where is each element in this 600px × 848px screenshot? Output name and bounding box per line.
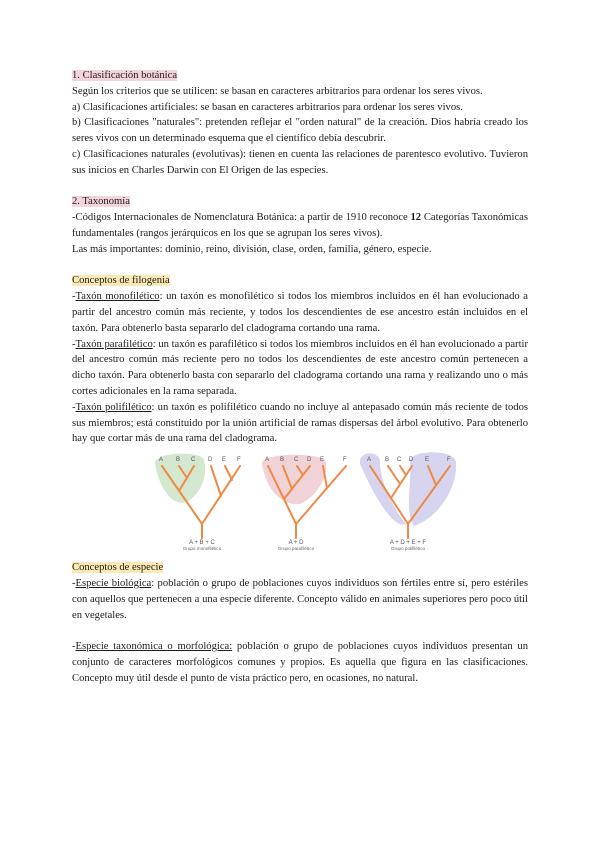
polifiletico-term: Taxón polifilético <box>75 401 152 413</box>
especie-taxonomica-paragraph: -Especie taxonómica o morfológica: población o grupo de poblaciones cuyos individuos presentan un conjunto de caracteres morfológicos comunes y propios. Es aquella que figura en las clasificaciones. Concepto muy útil desde el punto de vista práctico pero, en ocasiones, no natural. <box>72 641 528 684</box>
cladogram-polifiletico <box>360 454 454 552</box>
tip-label-d: D <box>409 457 414 464</box>
tip-label-f: F <box>237 457 241 464</box>
tip-label-c: C <box>397 457 402 464</box>
tip-label-c: C <box>294 457 299 464</box>
tip-label-e: E <box>320 457 325 464</box>
monofiletico-term: Taxón monofilético <box>75 291 160 303</box>
monofiletico-paragraph: -Taxón monofilético: un taxón es monofilético si todos los miembros incluidos en él han evolucionado a partir del ancestro común más reciente, y todos los descendientes de ese ancestro están incluidos en el taxón. Para obtenerlo basta separarlo del cladograma cortando una rama. <box>72 291 529 334</box>
document-page <box>72 68 528 687</box>
cladogram-caption: A + D + E + F <box>389 540 427 547</box>
section-1-intro: Según los criterios que se utilicen: se basan en caracteres arbitrarios para ordenar los seres vivos. <box>72 85 483 97</box>
cladogram-caption: A + B + C <box>189 540 215 547</box>
cladogram-caption: A + D <box>288 540 304 547</box>
section-2-paragraph-2: Las más importantes: dominio, reino, división, clase, orden, familia, género, especie. <box>72 243 432 255</box>
especie-taxonomica-term: Especie taxonómica o morfológica: <box>75 641 233 653</box>
tip-label-f: F <box>343 457 347 464</box>
tip-label-d: D <box>307 457 312 464</box>
tip-label-b: B <box>385 457 390 464</box>
polifiletico-shade-left <box>360 453 406 524</box>
especie-biologica-paragraph: -Especie biológica: población o grupo de poblaciones cuyos individuos son fértiles entre sí, pero estériles con aquellos que pertenecen a una especie diferente. Concepto válido en animales superiores pero poco útil en vegetales. <box>72 577 528 621</box>
section-2-paragraph-1: -Códigos Internacionales de Nomenclatura Botánica: a partir de 1910 reconoce 12 Categorías Taxonómicas fundamentales (rangos jerárquicos en los que se agrupan los seres vivos). <box>72 212 528 239</box>
cladogram-subcaption: Grupo monofilético <box>182 546 222 552</box>
filogenia-heading: Conceptos de filogenia <box>72 275 170 287</box>
tip-label-b: B <box>176 457 181 464</box>
tip-label-c: C <box>191 457 196 464</box>
cladogram-subcaption: Grupo polifilético <box>390 546 426 552</box>
categories-count: 12 <box>410 212 422 224</box>
tip-label-e: E <box>222 457 227 464</box>
cladogram-monofiletico <box>152 454 246 552</box>
section-1-item-a: a) Clasificaciones artificiales: se basan en caracteres arbitrarios para ordenar los seres vivos. <box>72 101 463 113</box>
cladogram-figures <box>72 454 528 552</box>
tip-label-a: A <box>265 457 270 464</box>
cladogram-parafiletico <box>260 454 354 552</box>
polifiletico-paragraph: -Taxón polifilético: un taxón es polifilético cuando no incluye al antepasado común más reciente de todos sus miembros; está constituido por la unión artificial de ramas dispersas del árbol evolutivo. Para obtenerlo hay que cortar más de una rama del cladograma. <box>72 401 528 445</box>
tip-label-a: A <box>159 457 164 464</box>
parafiletico-paragraph: -Taxón parafilético: un taxón es parafilético si todos los miembros incluidos en él han evolucionado a partir del ancestro común más reciente pero no todos los descendientes de este ancestro común pertenecen a dicho taxón. Para obtenerlo basta con separarlo del cladograma cortando una rama y realizando uno o más cortes adicionales en la rama separada. <box>72 338 529 397</box>
section-2-heading: 2. Taxonomía <box>72 196 130 208</box>
tip-label-d: D <box>208 457 213 464</box>
especie-heading: Conceptos de especie <box>72 562 164 574</box>
tip-label-e: E <box>425 457 430 464</box>
tip-label-f: F <box>447 457 451 464</box>
cladogram-subcaption: Grupo parafilético <box>277 546 315 552</box>
parafiletico-term: Taxón parafilético <box>75 338 153 350</box>
tip-label-b: B <box>280 457 285 464</box>
section-1-item-b: b) Clasificaciones "naturales": pretenden reflejar el "orden natural" de la creación. Dios habría creado los seres vivos con un determinado esquema que el científico debía descubrir. <box>72 117 528 145</box>
especie-biologica-term: Especie biológica <box>75 577 152 589</box>
section-1-item-c: c) Clasificaciones naturales (evolutivas): tienen en cuenta las relaciones de parentesco evolutivo. Tuvieron sus inicios en Charles Darwin con El Origen de las especies. <box>72 148 528 176</box>
tip-label-a: A <box>367 457 372 464</box>
section-1-heading: 1. Clasificación botánica <box>72 70 178 81</box>
